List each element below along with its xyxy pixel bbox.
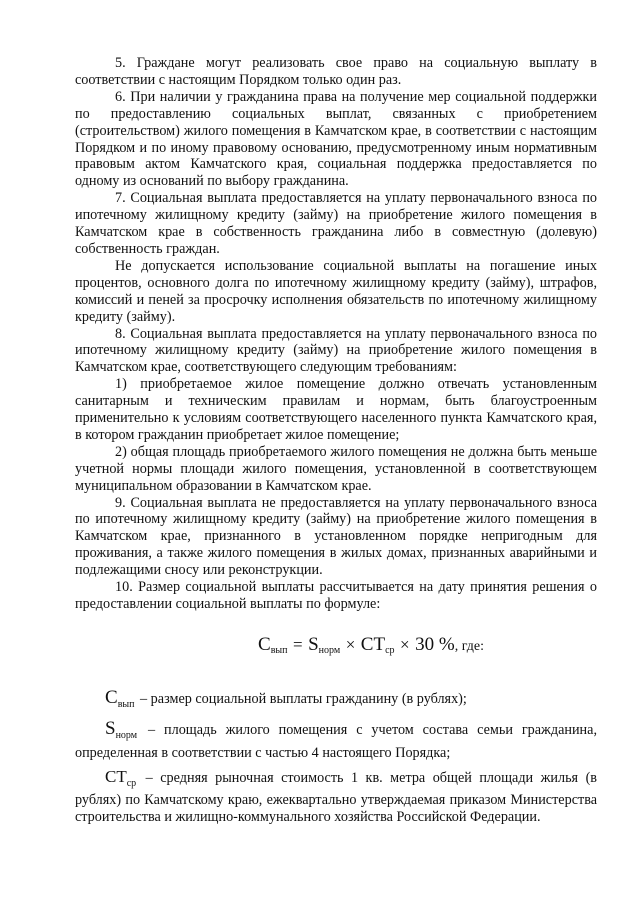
paragraph-10: 10. Размер социальной выплаты рассчитывается на дату принятия решения о предоставлении социальной выплаты по формуле: — [75, 579, 597, 612]
formula-ct-sub: ср — [385, 644, 395, 656]
paragraph-7-restriction: Не допускается использование социальной выплаты на погашение иных процентов, основного долга по ипотечному жилищному кредиту (займу), штрафов, комиссий и пеней за просрочку исполнения обязательств по ипотечному жилищному кредиту (займу). — [75, 257, 597, 325]
definition-ct-text: – средняя рыночная стоимость 1 кв. метра общей площади жилья (в рублях) по Камчатскому краю, ежеквартально утверждаемая приказом Министерства строительства и жилищно-коммунального хозяйства Российской Федерации. — [75, 769, 597, 826]
paragraph-9: 9. Социальная выплата не предоставляется на уплату первоначального взноса по ипотечному жилищному кредиту (займу) на приобретение жилого помещения в Камчатском крае, признанного в установленном порядке непригодным для проживания, а также жилого помещения в жилых домах, признанных аварийными и подлежащими сносу или реконструкции. — [75, 494, 597, 579]
formula-c-symbol: С — [258, 633, 271, 655]
definition-ct-symbol: СТ — [105, 766, 127, 786]
document-page — [75, 55, 597, 833]
formula-ct-symbol: СТ — [360, 633, 386, 655]
payment-formula — [75, 633, 597, 660]
definition-c-text: – размер социальной выплаты гражданину (в рублях); — [136, 690, 467, 707]
definition-s-text: – площадь жилого помещения с учетом состава семьи гражданина, определенная в соответствии с частью 4 настоящего Порядка; — [75, 721, 597, 761]
paragraph-8: 8. Социальная выплата предоставляется на уплату первоначального взноса по ипотечному жилищному кредиту (займу) на приобретение жилого помещения в Камчатском крае, соответствующего следующим требованиям: — [75, 325, 597, 376]
formula-c-sub: вып — [270, 644, 288, 656]
definition-ct-sub: ср — [126, 777, 137, 789]
formula-s-sub: норм — [318, 644, 341, 656]
definition-c-sub: вып — [117, 698, 135, 710]
definition-s-symbol: S — [105, 717, 116, 739]
definition-ct-sr — [75, 766, 597, 827]
definition-s-norm — [75, 717, 597, 762]
definition-c-vyp — [75, 686, 597, 714]
paragraph-7: 7. Социальная выплата предоставляется на уплату первоначального взноса по ипотечному жилищному кредиту (займу) на приобретение жилого помещения в Камчатском крае в собственность гражданина либо в совместную (долевую) собственность граждан. — [75, 190, 597, 257]
formula-tail: , где: — [454, 638, 484, 654]
formula-equals: = — [293, 634, 303, 654]
definition-c-symbol: С — [105, 686, 118, 708]
paragraph-8-item-1: 1) приобретаемое жилое помещение должно отвечать установленным санитарным и техническим правилам и нормам, быть благоустроенным применительно к условиям соответствующего населенного пункта Камчатского края, в котором гражданин приобретает жилое помещение; — [75, 376, 597, 443]
definition-s-sub: норм — [115, 729, 138, 741]
paragraph-8-item-2: 2) общая площадь приобретаемого жилого помещения не должна быть меньше учетной нормы площади жилого помещения, установленной в соответствующем муниципальном образовании в Камчатском крае. — [75, 443, 597, 494]
formula-times-1: × — [345, 634, 356, 654]
paragraph-6: 6. При наличии у гражданина права на получение мер социальной поддержки по предоставлению социальных выплат, связанных с приобретением (строительством) жилого помещения в Камчатском крае, в соответствии с настоящим Порядком и по иному правовому основанию, предусмотренному иным нормативным правовым актом Камчатского края, социальная поддержка предоставляется по одному из оснований по выбору гражданина. — [75, 88, 597, 190]
formula-times-2: × — [400, 634, 410, 654]
paragraph-5: 5. Граждане могут реализовать свое право на социальную выплату в соответствии с настоящим Порядком только один раз. — [75, 55, 597, 88]
formula-percent: 30 % — [415, 633, 455, 655]
formula-s-symbol: S — [308, 633, 319, 655]
